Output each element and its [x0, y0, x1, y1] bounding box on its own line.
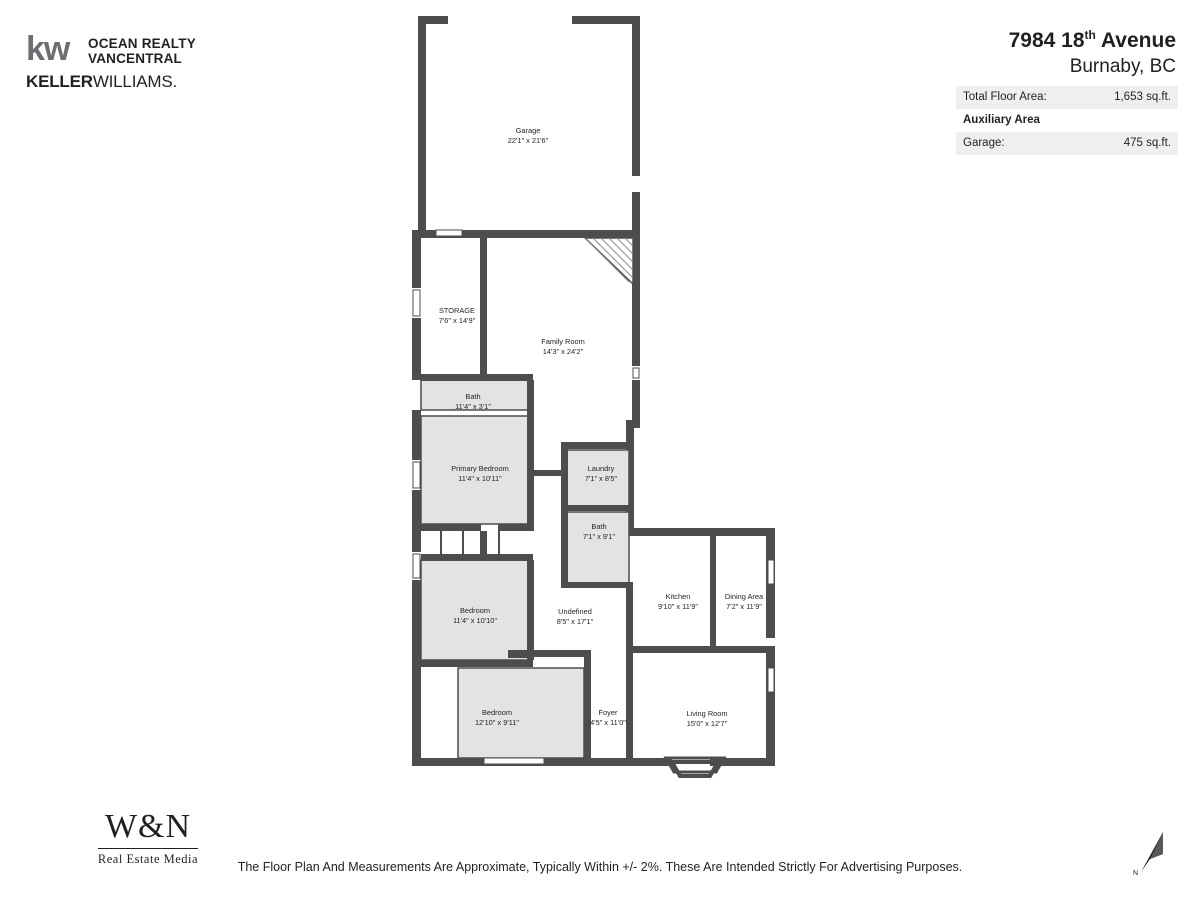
divider — [98, 848, 198, 849]
room-name: Undefined — [558, 607, 592, 616]
area-row-label: Total Floor Area: — [963, 91, 1047, 103]
room-name: Bedroom — [482, 708, 512, 717]
address-street-type: Avenue — [1095, 29, 1176, 52]
kw-mark-icon — [26, 28, 78, 70]
room-name: Dining Area — [724, 592, 764, 601]
media-company-logo — [48, 808, 248, 867]
brokerage-office — [88, 36, 196, 66]
room-dim: 15'0" x 12'7" — [686, 719, 728, 728]
area-row-label: Auxiliary Area — [963, 114, 1040, 126]
keller-williams-wordmark — [26, 72, 177, 92]
area-summary-table — [956, 86, 1178, 155]
kw-mark-letters: kw — [26, 30, 70, 68]
table-row — [956, 86, 1178, 109]
room-dim: 8'5" x 17'1" — [556, 617, 594, 626]
room-dim: 12'10" x 9'11" — [474, 718, 520, 727]
room-name: Garage — [515, 126, 541, 135]
room-name: Bedroom — [460, 606, 490, 615]
area-row-value: 475 sq.ft. — [1123, 137, 1171, 149]
table-row — [956, 132, 1178, 155]
room-dim: 7'1" x 8'5" — [584, 474, 618, 483]
room-name: Laundry — [587, 464, 615, 473]
room-dim: 7'6" x 14'9" — [438, 316, 476, 325]
media-logo-subtitle: Real Estate Media — [97, 852, 199, 866]
room-name: Family Room — [541, 337, 585, 346]
room-name: Primary Bedroom — [451, 464, 509, 473]
room-dim: 11'4" x 10'11" — [458, 474, 502, 483]
room-name: Bath — [591, 522, 607, 531]
floor-plan-diagram — [380, 0, 840, 820]
media-logo-mark: W&N — [104, 808, 192, 845]
brand-logo — [26, 28, 306, 92]
brokerage-office-line2: VANCENTRAL — [88, 51, 182, 66]
room-name: STORAGE — [438, 306, 476, 315]
compass-north-label: N — [1133, 870, 1139, 877]
table-row — [956, 109, 1178, 132]
address-street-number: 7984 18 — [1008, 29, 1085, 52]
room-dim: 4'5" x 11'0" — [590, 718, 626, 727]
room-name: Bath — [465, 392, 481, 401]
compass-icon — [1125, 828, 1175, 888]
room-dim: 9'10" x 11'9" — [658, 602, 698, 611]
room-dim: 7'2" x 11'9" — [726, 602, 762, 611]
address-line-2: Burnaby, BC — [1069, 56, 1176, 77]
disclaimer-text: The Floor Plan And Measurements Are Approximate, Typically Within +/- 2%. These Are Intended Strictly For Advertising Purposes. — [237, 860, 963, 874]
room-name: Living Room — [686, 709, 728, 718]
area-row-value: 1,653 sq.ft. — [1114, 91, 1171, 103]
kw-wordmark-light: WILLIAMS. — [92, 72, 177, 91]
room-dim: 11'4" x 10'10" — [452, 616, 498, 625]
room-dim: 14'3" x 24'2" — [542, 347, 584, 356]
brokerage-office-line1: OCEAN REALTY — [88, 36, 196, 51]
room-name: Foyer — [598, 708, 618, 717]
room-dim: 22'1" x 21'6" — [507, 136, 549, 145]
area-row-label: Garage: — [963, 137, 1005, 149]
room-name: Kitchen — [665, 592, 691, 601]
room-dim: 7'1" x 9'1" — [582, 532, 616, 541]
room-dim: 11'4" x 3'1" — [455, 402, 491, 411]
address-ordinal-suffix: th — [1084, 28, 1096, 42]
kw-wordmark-bold: KELLER — [26, 72, 93, 91]
